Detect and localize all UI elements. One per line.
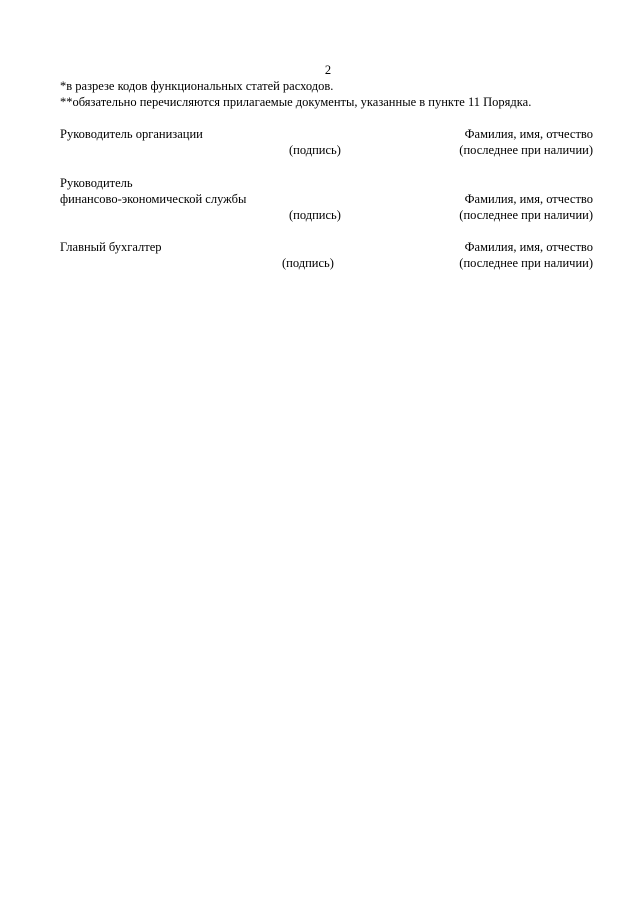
signature-block-organization-head bbox=[60, 126, 593, 158]
fio-label: Фамилия, имя, отчество bbox=[464, 240, 593, 254]
signature-hint-line bbox=[60, 255, 593, 271]
fio-hint: (последнее при наличии) bbox=[459, 256, 593, 270]
page-number: 2 bbox=[324, 63, 332, 77]
signature-line bbox=[60, 239, 593, 255]
role-label-continued: финансово-экономической службы bbox=[60, 192, 247, 206]
signature-line bbox=[60, 126, 593, 142]
signature-hint-line bbox=[60, 207, 593, 223]
signature-label: (подпись) bbox=[282, 256, 334, 270]
role-label: Главный бухгалтер bbox=[60, 240, 162, 254]
footnote-attached-documents: **обязательно перечисляются прилагаемые документы, указанные в пункте 11 Порядка. bbox=[60, 95, 532, 109]
signature-label: (подпись) bbox=[289, 143, 341, 157]
role-label: Руководитель организации bbox=[60, 127, 203, 141]
signature-label: (подпись) bbox=[289, 208, 341, 222]
fio-hint: (последнее при наличии) bbox=[459, 143, 593, 157]
signature-block-finance-head bbox=[60, 175, 593, 223]
footnote-expense-codes: *в разрезе кодов функциональных статей расходов. bbox=[60, 79, 334, 93]
fio-hint: (последнее при наличии) bbox=[459, 208, 593, 222]
role-label: Руководитель bbox=[60, 176, 133, 190]
signature-block-chief-accountant bbox=[60, 239, 593, 271]
signature-line bbox=[60, 191, 593, 207]
fio-label: Фамилия, имя, отчество bbox=[464, 127, 593, 141]
signature-hint-line bbox=[60, 142, 593, 158]
role-line bbox=[60, 175, 593, 191]
fio-label: Фамилия, имя, отчество bbox=[464, 192, 593, 206]
